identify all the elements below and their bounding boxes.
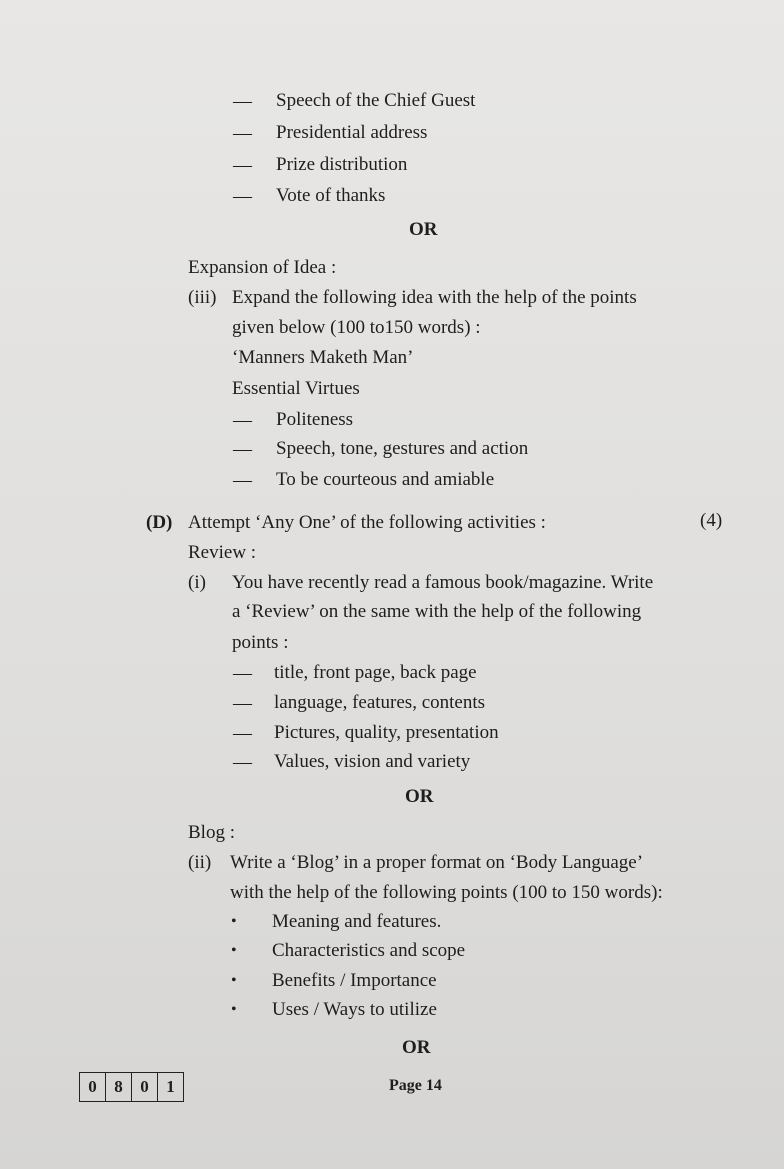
review-instruction: a ‘Review’ on the same with the help of the following (232, 601, 642, 622)
expansion-point: Politeness (276, 409, 354, 430)
dash-marker: — (233, 439, 252, 460)
event-point: Vote of thanks (276, 185, 386, 206)
dash-marker: — (233, 663, 252, 684)
question-number: (ii) (188, 852, 212, 873)
dash-marker: — (233, 470, 252, 491)
or-divider: OR (409, 219, 438, 240)
expansion-instruction: given below (100 to150 words) : (232, 317, 481, 338)
or-divider: OR (405, 786, 434, 807)
bullet-marker: • (231, 942, 237, 959)
paper-code-box (79, 1072, 184, 1102)
code-digit: 0 (132, 1073, 158, 1101)
section-label: (D) (146, 512, 173, 533)
review-instruction: points : (232, 632, 289, 653)
bullet-marker: • (231, 1001, 237, 1018)
expansion-heading: Expansion of Idea : (188, 257, 337, 278)
event-point: Prize distribution (276, 154, 408, 175)
event-point: Presidential address (276, 122, 428, 143)
review-heading: Review : (188, 542, 257, 563)
question-number: (iii) (188, 287, 217, 308)
or-divider: OR (402, 1037, 431, 1058)
dash-marker: — (233, 752, 252, 773)
dash-marker: — (233, 91, 252, 112)
review-point: title, front page, back page (274, 662, 477, 683)
blog-heading: Blog : (188, 822, 235, 843)
dash-marker: — (233, 123, 252, 144)
expansion-topic: ‘Manners Maketh Man’ (232, 347, 414, 368)
expansion-instruction: Expand the following idea with the help of the points (232, 287, 637, 308)
review-point: Values, vision and variety (274, 751, 471, 772)
event-point: Speech of the Chief Guest (276, 90, 476, 111)
expansion-subheading: Essential Virtues (232, 378, 360, 399)
dash-marker: — (233, 155, 252, 176)
question-number: (i) (188, 572, 206, 593)
bullet-marker: • (231, 913, 237, 930)
review-instruction: You have recently read a famous book/magazine. Write (232, 572, 654, 593)
section-title: Attempt ‘Any One’ of the following activities : (188, 512, 546, 533)
review-point: language, features, contents (274, 692, 486, 713)
blog-instruction: Write a ‘Blog’ in a proper format on ‘Body Language’ (230, 852, 644, 873)
blog-instruction: with the help of the following points (100 to 150 words): (230, 882, 663, 903)
blog-point: Benefits / Importance (272, 970, 437, 991)
blog-point: Meaning and features. (272, 911, 442, 932)
code-digit: 1 (166, 1077, 175, 1096)
page-number: Page 14 (389, 1077, 442, 1094)
dash-marker: — (233, 723, 252, 744)
section-marks: (4) (700, 510, 723, 531)
expansion-point: Speech, tone, gestures and action (276, 438, 529, 459)
code-digit: 8 (106, 1073, 132, 1101)
dash-marker: — (233, 186, 252, 207)
review-point: Pictures, quality, presentation (274, 722, 499, 743)
expansion-point: To be courteous and amiable (276, 469, 495, 490)
dash-marker: — (233, 693, 252, 714)
blog-point: Characteristics and scope (272, 940, 466, 961)
dash-marker: — (233, 410, 252, 431)
code-digit: 0 (80, 1073, 106, 1101)
bullet-marker: • (231, 972, 237, 989)
blog-point: Uses / Ways to utilize (272, 999, 437, 1020)
